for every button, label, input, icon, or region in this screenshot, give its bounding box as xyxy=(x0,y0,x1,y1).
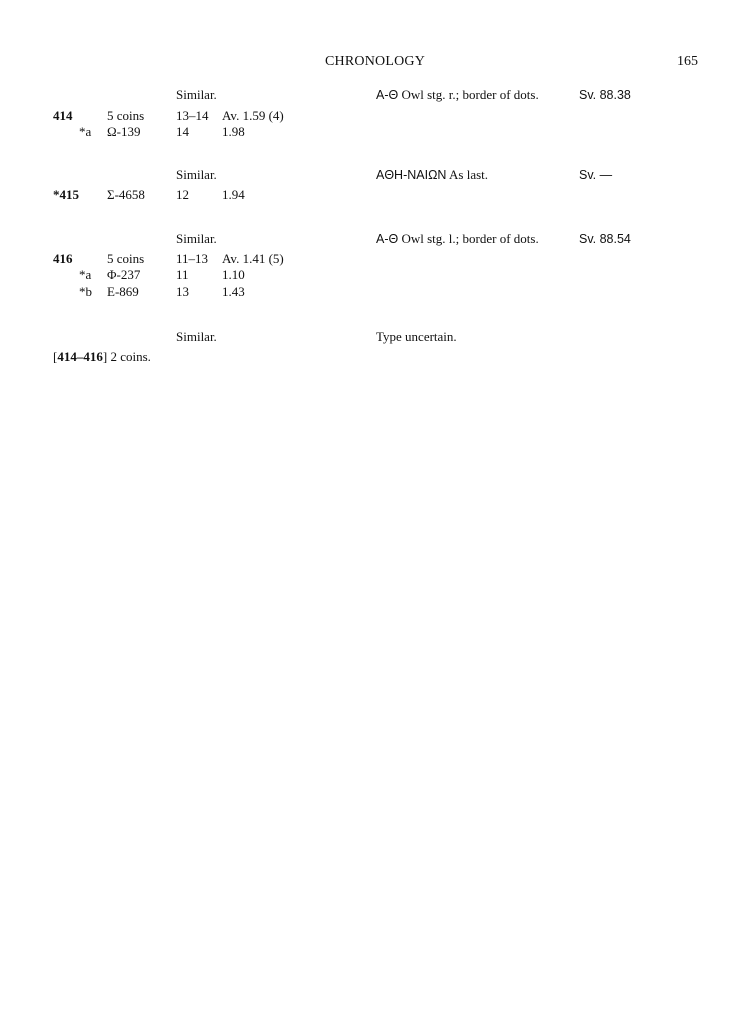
weight: 1.98 xyxy=(222,124,245,139)
summary-bracket-open: [ xyxy=(53,349,58,364)
die-axis: 11–13 xyxy=(176,251,209,266)
summary-line xyxy=(53,349,151,365)
weight: 1.94 xyxy=(222,187,245,202)
catalog-number: 416 xyxy=(53,251,73,266)
sub-entry-letter: *a xyxy=(79,267,92,282)
inventory-number: Φ-237 xyxy=(107,267,141,282)
reverse-type: As last. xyxy=(449,167,489,182)
weight: 1.10 xyxy=(222,267,245,282)
die-axis: 14 xyxy=(176,124,189,139)
obverse-description: Similar. xyxy=(176,329,217,344)
die-axis: 13 xyxy=(176,284,189,299)
die-axis: 11 xyxy=(176,267,189,282)
catalog-number: *415 xyxy=(53,187,79,202)
obverse-description: Similar. xyxy=(176,167,217,182)
summary-text: 2 coins. xyxy=(107,349,151,364)
page-number: 165 xyxy=(677,54,698,69)
obverse-description: Similar. xyxy=(176,87,217,102)
weight: Av. 1.59 (4) xyxy=(222,108,284,123)
reverse-description xyxy=(376,167,488,183)
die-axis: 12 xyxy=(176,187,189,202)
weight: Av. 1.41 (5) xyxy=(222,251,284,266)
die-axis: 13–14 xyxy=(176,108,209,123)
coin-count: 5 coins xyxy=(107,108,145,123)
reverse-description xyxy=(376,231,539,247)
inventory-number: Σ-4658 xyxy=(107,187,145,202)
sv-reference: Sv. — xyxy=(579,168,613,182)
summary-range: 414–416 xyxy=(57,349,103,364)
sub-entry-letter: *b xyxy=(79,284,92,299)
inventory-number: E-869 xyxy=(107,284,139,299)
reverse-type: Owl stg. r.; border of dots. xyxy=(401,87,539,102)
inventory-number: Ω-139 xyxy=(107,124,141,139)
running-header-title: CHRONOLOGY xyxy=(325,54,425,69)
sub-entry-letter: *a xyxy=(79,124,92,139)
summary-bracket-close: ] xyxy=(102,349,108,364)
coin-count: 5 coins xyxy=(107,251,145,266)
reverse-type: Owl stg. l.; border of dots. xyxy=(401,231,539,246)
reverse-legend: AΘH-NAIΩN xyxy=(376,168,447,182)
reverse-description: Type uncertain. xyxy=(376,329,457,344)
reverse-legend: A-Θ xyxy=(376,88,399,102)
weight: 1.43 xyxy=(222,284,245,299)
catalog-number: 414 xyxy=(53,108,73,123)
sv-reference: Sv. 88.54 xyxy=(579,232,631,246)
reverse-legend: A-Θ xyxy=(376,232,399,246)
sv-reference: Sv. 88.38 xyxy=(579,88,631,102)
reverse-description xyxy=(376,87,539,103)
obverse-description: Similar. xyxy=(176,231,217,246)
